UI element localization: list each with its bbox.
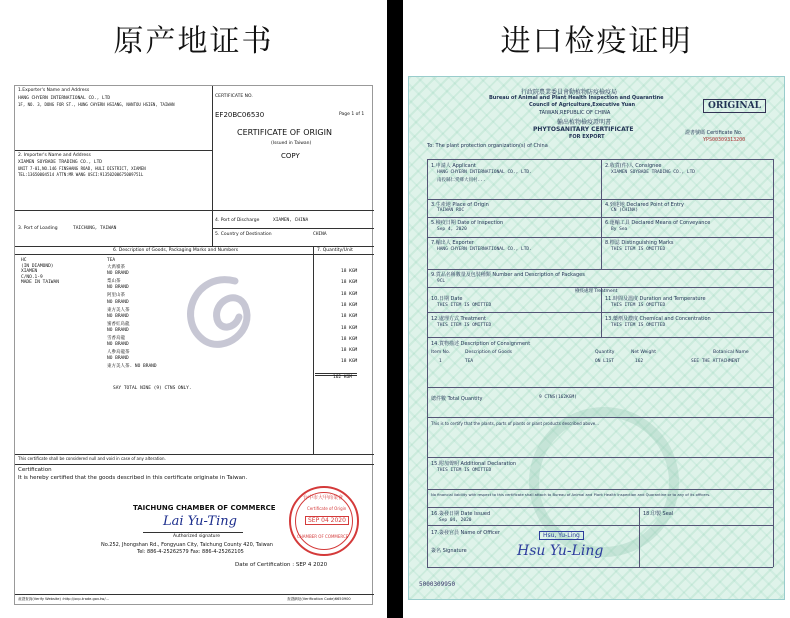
shipping-mark-line: C/NO.1-9: [21, 274, 43, 280]
field-exporter-value: HANG CHYERN INTERNATIONAL CO., LTD.: [437, 247, 532, 252]
issued-in-taiwan: (Issued in Taiwan): [271, 141, 312, 146]
row-item-no: 1: [439, 359, 442, 364]
goods-line: NO BRAND: [107, 356, 129, 362]
field-inspection-date-label: 5.檢疫日期 Date of Inspection: [431, 220, 504, 226]
addressee: To: The plant protection organization(s) of China: [427, 143, 548, 149]
row-net-weight: 162: [635, 359, 644, 364]
cert-no-label: CERTIFICATE NO.: [215, 94, 253, 99]
liability-statement: No financial liability with respect to this certificate shall attach to Bureau of Animal and Plant Health Inspection and Quarantine or to any of its officers.: [431, 493, 711, 497]
field-conveyance-label: 6.運輸工具 Declared Means of Conveyance: [605, 220, 711, 226]
certificate-title-chinese: 輸出植物檢疫證明書: [557, 119, 612, 126]
officer-name-stamp: Hsu, Yu-Ling: [539, 531, 584, 540]
original-badge: ORIGINAL: [703, 99, 766, 113]
port-of-discharge-value: XIAMEN, CHINA: [273, 218, 309, 223]
field-packages-label: 9.貨品名稱數量及包裝種類 Number and Description of Packages: [431, 272, 585, 278]
country-name: TAIWAN,REPUBLIC OF CHINA: [539, 110, 611, 116]
field-consignee-value: XIAMEN SOYBADE TRADING CO., LTD: [611, 170, 695, 175]
phytosanitary-certificate-document: [408, 76, 785, 600]
shipping-mark-line: XIAMEN: [21, 269, 38, 274]
certificate-number: YPS00309313200: [703, 137, 746, 143]
goods-line: 梨山茶: [107, 279, 121, 285]
field-packages-value: 9CL: [437, 279, 446, 284]
row-description: TEA: [465, 359, 474, 364]
certificate-of-origin-panel: [0, 0, 387, 618]
certificate-number: EF20BC06530: [215, 111, 265, 119]
field-entry-value: CN (CHINA): [611, 208, 639, 213]
goods-line: NO BRAND: [107, 327, 129, 333]
goods-line: 阿里山茶: [107, 293, 125, 299]
chamber-tel: Tel: 886-4-25262579 Fax: 886-4-25262105: [137, 549, 244, 555]
field-conveyance-value: By Sea: [611, 227, 628, 232]
council-name: Council of Agriculture,Executive Yuan: [529, 102, 636, 108]
chamber-seal: [289, 486, 359, 556]
seal-subtitle: Certificate of Origin: [307, 506, 347, 511]
field-inspection-date-value: Sep 4, 2020: [437, 227, 467, 232]
say-total: SAY TOTAL NINE (9) CTNS ONLY.: [113, 386, 192, 391]
date-issued-value: Sep 04, 2020: [439, 518, 472, 523]
page-label: Page 1 of 1: [339, 112, 365, 117]
seal-label: 18.印製 Seal: [643, 511, 674, 517]
description-label: 6. Description of Goods, Packaging Marks and Numbers: [113, 248, 239, 253]
quantity-label: 7. Quantity/Unit: [317, 248, 353, 253]
field-chemical-value: THIS ITEM IS OMITTED: [611, 323, 666, 328]
quantity-line: 18 KGM: [341, 269, 358, 274]
certificate-of-origin-document: [14, 85, 373, 605]
field-marks-value: THIS ITEM IS OMITTED: [611, 247, 666, 252]
column-description: Description of Goods: [465, 350, 513, 355]
panel-title: 进口检疫证明: [500, 24, 693, 59]
certificate-title-english: PHYTOSANITARY CERTIFICATE: [533, 126, 634, 133]
shipping-mark-line: HC: [21, 258, 27, 263]
field-consignee-label: 2.收貨(件)人 Consignee: [605, 163, 662, 169]
shipping-mark-line: MADE IN TAIWAN: [21, 280, 59, 285]
certification-statement: This is to certify that the plants, parts of plants or plant products described above...: [431, 421, 599, 426]
field-marks-label: 8.標誌 Distinguishing Marks: [605, 240, 674, 246]
serial-number: 5000309950: [419, 581, 456, 588]
seal-date: SEP 04 2020: [305, 516, 349, 525]
phytosanitary-panel: [403, 0, 790, 618]
importer-label: 2. Importer's Name and Address: [18, 153, 91, 158]
quantity-line: 18 KGM: [341, 336, 358, 342]
goods-line: NO BRAND: [107, 285, 129, 291]
for-export: FOR EXPORT: [569, 134, 605, 140]
field-exporter-label: 7.輸出人 Exporter: [431, 240, 474, 246]
date-issued-label: 16.簽發日期 Date Issued: [431, 511, 491, 517]
chamber-name: TAICHUNG CHAMBER OF COMMERCE: [133, 504, 276, 512]
agency-chinese: 行政院農業委員會動植物防疫檢疫局: [521, 89, 618, 96]
additional-declaration-label: 15.附加聲明 Additional Declaration: [431, 461, 517, 467]
chamber-address: No.252, Jhongshan Rd., Fongyuan City, Taichung County 420, Taiwan: [101, 542, 273, 548]
field-treatment-label: 12.處理方式 Treatment: [431, 316, 486, 322]
field-origin-label: 3.生產地 Place of Origin: [431, 202, 489, 208]
quantity-line: 18 KGM: [341, 359, 358, 365]
seal-bottom-text: CHAMBER OF COMMERCE: [297, 534, 349, 539]
goods-line: 東方美人茶: [107, 307, 130, 313]
field-applicant-value: HANG CHYERN INTERNATIONAL CO., LTD.: [437, 170, 532, 175]
footer-verify: 產證查詢(Verify Website) :http://ocp.trade.gov.tw/...: [18, 597, 109, 601]
field-entry-label: 4.到達地 Declared Point of Entry: [605, 202, 684, 208]
quantity-total: 162 KGM: [333, 375, 352, 380]
cert-no-label: 證書號碼 Certificate No.: [685, 130, 743, 136]
goods-line: NO BRAND: [107, 271, 129, 277]
certification-heading: Certification: [18, 467, 52, 473]
column-quantity: Quantity: [595, 350, 615, 355]
officer-label: 17.簽發官員 Name of Officer: [431, 530, 500, 536]
field-treatment-date-value: THIS ITEM IS OMITTED: [437, 303, 492, 308]
field-duration-value: THIS ITEM IS OMITTED: [611, 303, 666, 308]
goods-heading: TEA: [107, 258, 116, 263]
column-net-weight: Net Weight: [631, 350, 657, 355]
importer-line-3: TEL:13650004514 ATTN:MR WANG USCI:91350200675009751L: [18, 172, 144, 177]
goods-line: 蜜香紅烏龍: [107, 321, 130, 327]
country-of-destination-label: 5. Country of Destination: [215, 232, 272, 237]
seal-top-text: 台中市大甲商業會: [303, 495, 344, 501]
copy-label: COPY: [281, 152, 300, 160]
goods-line: 人參烏龍茶: [107, 350, 130, 356]
panel-title: 原产地证书: [113, 24, 274, 59]
goods-line: 雪香烏龍: [107, 336, 125, 341]
additional-declaration-value: THIS ITEM IS OMITTED: [437, 468, 492, 473]
exporter-name: HANG CHYERN INTERNATIONAL CO., LTD: [18, 96, 111, 101]
total-quantity-label: 總件數 Total Quantity: [431, 396, 483, 402]
field-consignment-label: 14.貨物描述 Description of Consignment: [431, 341, 531, 347]
total-quantity-value: 9 CTNS(162KGM): [539, 395, 577, 400]
footer-verification-code: 查證網址(Verification Code)6650900: [287, 597, 351, 601]
quantity-line: 18 KGM: [341, 348, 358, 354]
quantity-line: 18 KGM: [341, 314, 358, 320]
field-duration-label: 11.時間及溫度 Duration and Temperature: [605, 296, 706, 302]
column-item-no: Item No.: [431, 350, 451, 355]
column-botanical-name: Botanical Name: [713, 350, 749, 355]
field-applicant-address: 南投縣仁愛鄉大同村...: [437, 178, 486, 183]
country-of-destination-value: CHINA: [313, 232, 327, 237]
importer-line-1: XIAMEN SOYBADE TRADING CO., LTD: [18, 160, 102, 165]
importer-line-2: UNIT 7-01,NO.146 FINSHANG ROAD, HULI DISTRICT, XIAMEN: [18, 166, 146, 171]
quantity-line: 18 KGM: [341, 325, 358, 331]
goods-line: 東方美人茶. NO BRAND: [107, 364, 157, 370]
field-treatment-value: THIS ITEM IS OMITTED: [437, 323, 492, 328]
exporter-label: 1.Exporter's Name and Address: [18, 88, 90, 93]
goods-line: 大禹嶺茶: [107, 265, 125, 270]
shipping-mark-line: (IN DIAMOND): [21, 263, 54, 269]
quantity-line: 18 KGM: [341, 291, 358, 297]
row-quantity: ON LIST: [595, 359, 614, 364]
field-chemical-label: 13.藥劑及濃度 Chemical and Concentration: [605, 316, 711, 322]
exporter-address: 1F, NO. 3, DONG FOR ST., HUNG CHYERN HSIANG, NANTOU HSIEN, TAIWAN: [18, 102, 175, 107]
alteration-note: This certificate shall be considered null and void in case of any alteration.: [18, 456, 166, 461]
goods-line: NO BRAND: [107, 313, 129, 319]
goods-line: NO BRAND: [107, 299, 129, 305]
quantity-line: 18 KGM: [341, 302, 358, 308]
agency-english: Bureau of Animal and Plant Health Inspection and Quarantine: [489, 95, 664, 101]
field-treatment-date-label: 10.日期 Date: [431, 296, 463, 302]
quantity-line: 18 KGM: [341, 280, 358, 286]
signature-label: 簽名 Signature: [431, 548, 467, 554]
certificate-title: CERTIFICATE OF ORIGIN: [237, 128, 332, 137]
authorized-signature-label: Authorized signature: [173, 534, 221, 539]
row-botanical-name: SEE THE ATTACHMENT: [691, 359, 740, 364]
port-of-discharge-label: 4. Port of Discharge: [215, 218, 260, 223]
authorized-signature: Lai Yu-Ting: [163, 514, 237, 529]
officer-signature: Hsu Yu-Ling: [517, 543, 604, 559]
field-applicant-label: 1.申請人 Applicant: [431, 163, 476, 169]
watermark-logo: [165, 261, 275, 361]
port-of-loading-value: TAICHUNG, TAIWAN: [73, 226, 117, 231]
goods-line: NO BRAND: [107, 342, 129, 348]
field-origin-value: TAIWAN ROC: [437, 208, 465, 213]
port-of-loading-label: 3. Port of Loading: [18, 226, 58, 231]
date-of-certification: Date of Certification : SEP 4 2020: [235, 562, 328, 568]
treatment-heading: 檢疫處理 Treatment: [575, 289, 618, 294]
certification-text: It is hereby certified that the goods described in this certificate originate in Taiwan.: [18, 475, 248, 481]
